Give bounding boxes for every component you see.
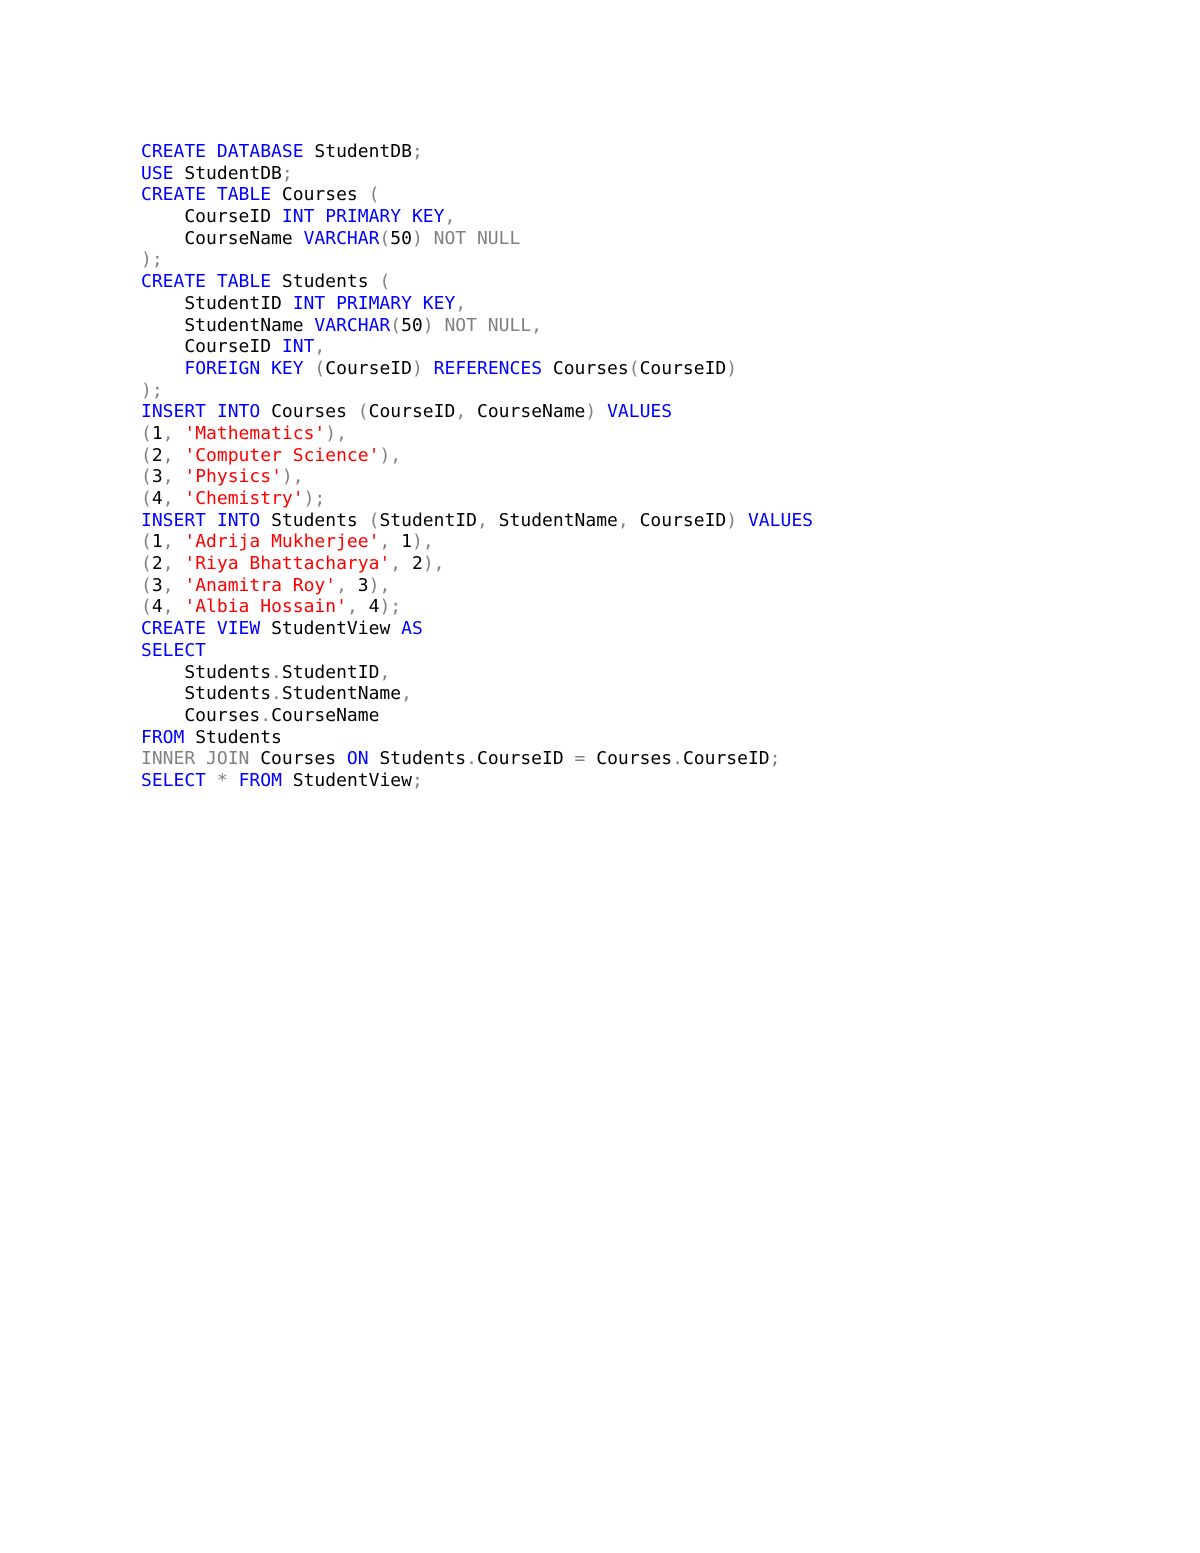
sql-operator: ; — [769, 748, 781, 770]
sql-text: CourseID — [639, 357, 727, 379]
sql-text: 3 — [151, 466, 163, 488]
sql-text — [206, 184, 217, 205]
sql-text — [325, 293, 336, 314]
sql-text: StudentName — [487, 509, 618, 531]
sql-text: Courses — [260, 401, 358, 423]
sql-operator: , — [162, 553, 174, 575]
sql-text: 2 — [151, 553, 163, 575]
sql-operator: , — [314, 336, 326, 358]
sql-keyword: CREATE — [141, 271, 207, 293]
sql-keyword: SELECT — [141, 769, 207, 791]
sql-keyword: KEY — [422, 292, 456, 314]
code-line — [141, 228, 813, 250]
sql-text: Courses — [585, 748, 673, 770]
sql-text — [401, 206, 412, 227]
sql-keyword: VIEW — [216, 618, 261, 640]
code-line — [141, 770, 813, 792]
sql-keyword: INSERT — [141, 401, 207, 423]
sql-keyword: INTO — [216, 509, 261, 531]
sql-operator: , — [379, 661, 391, 683]
sql-keyword: SELECT — [141, 639, 207, 661]
sql-operator: , — [162, 574, 174, 596]
sql-text — [596, 401, 607, 422]
sql-text: StudentName — [141, 314, 315, 336]
sql-operator: ) NOT NULL — [411, 227, 521, 249]
sql-text: 1 — [151, 531, 163, 553]
sql-operator: , — [401, 683, 412, 705]
sql-operator: ) — [726, 357, 738, 379]
sql-operator: ; — [411, 141, 423, 162]
sql-text: Students — [141, 683, 272, 705]
code-line — [141, 315, 813, 337]
sql-keyword: KEY — [411, 206, 445, 228]
sql-operator: ( — [368, 509, 380, 531]
sql-text — [174, 596, 185, 617]
sql-operator: , — [390, 553, 402, 575]
sql-operator: . — [271, 661, 282, 683]
sql-operator: ( — [368, 184, 380, 206]
sql-text: StudentName — [281, 683, 402, 705]
sql-operator: ( — [379, 227, 391, 249]
sql-operator: , — [162, 422, 174, 444]
sql-code-block — [141, 141, 813, 792]
code-line — [141, 358, 813, 380]
sql-operator: ), — [281, 466, 304, 488]
sql-text — [206, 271, 217, 292]
sql-keyword: VALUES — [607, 401, 673, 423]
sql-operator: ( — [141, 596, 152, 618]
sql-operator: ), — [325, 422, 347, 444]
sql-text: Students — [184, 726, 282, 748]
sql-string-literal: 'Riya Bhattacharya' — [184, 553, 391, 575]
sql-operator: ( — [141, 444, 152, 466]
sql-text — [412, 293, 423, 314]
sql-text: Courses — [271, 184, 369, 206]
sql-text: Courses — [141, 704, 261, 726]
sql-text: 50 — [390, 227, 412, 249]
code-line — [141, 575, 813, 597]
sql-operator: . — [260, 704, 272, 726]
sql-keyword: VARCHAR — [303, 227, 380, 249]
sql-operator: ( — [141, 466, 152, 488]
sql-operator: ); — [303, 488, 326, 509]
code-line — [141, 596, 813, 618]
sql-operator: , — [444, 206, 456, 228]
sql-string-literal: 'Physics' — [184, 466, 282, 488]
sql-operator: , — [379, 531, 391, 553]
sql-operator: ) — [411, 357, 423, 379]
sql-keyword: INSERT — [141, 509, 207, 531]
sql-keyword: CREATE — [141, 141, 207, 162]
sql-text: Students — [141, 661, 272, 683]
sql-text: CourseName — [271, 704, 380, 726]
sql-operator: ( — [390, 314, 402, 336]
sql-text: StudentID — [281, 661, 380, 683]
sql-keyword: TABLE — [216, 184, 272, 206]
sql-operator: ), — [368, 574, 391, 596]
sql-string-literal: 'Mathematics' — [184, 422, 326, 444]
sql-operator: ( — [141, 553, 152, 575]
code-line — [141, 380, 813, 402]
code-line — [141, 206, 813, 228]
code-line — [141, 466, 813, 488]
sql-operator: ) — [585, 401, 597, 423]
sql-text — [174, 531, 185, 552]
sql-text — [314, 206, 325, 227]
sql-operator: ); — [141, 379, 163, 401]
code-line — [141, 640, 813, 662]
sql-operator: , — [477, 509, 488, 531]
code-line — [141, 163, 813, 185]
sql-text: StudentID — [379, 509, 477, 531]
sql-operator: , — [162, 444, 174, 466]
sql-text: Students — [271, 271, 380, 293]
sql-operator: ) NOT NULL, — [422, 314, 542, 336]
sql-text — [304, 358, 315, 379]
sql-operator: , — [162, 596, 174, 618]
sql-keyword: FROM — [238, 769, 282, 791]
code-line — [141, 445, 813, 467]
sql-operator: . — [672, 748, 683, 770]
sql-text — [206, 770, 217, 791]
sql-text: StudentID — [141, 292, 293, 314]
sql-text: 4 — [151, 596, 163, 618]
sql-keyword: INT — [281, 336, 315, 358]
code-line — [141, 618, 813, 640]
sql-text: Students — [368, 748, 467, 770]
sql-keyword: REFERENCES — [433, 357, 543, 379]
sql-text — [206, 618, 217, 639]
sql-text: CourseID — [628, 509, 727, 531]
sql-text — [174, 488, 185, 509]
sql-text: 1 — [390, 531, 412, 553]
sql-text: StudentView — [260, 618, 402, 640]
sql-text: Courses — [542, 357, 629, 379]
sql-text: CourseID — [141, 336, 282, 358]
code-line — [141, 401, 813, 423]
sql-text — [174, 423, 185, 444]
sql-text — [174, 553, 185, 574]
code-line — [141, 683, 813, 705]
sql-operator: , — [346, 596, 358, 618]
sql-keyword: VARCHAR — [314, 314, 391, 336]
sql-operator: ) — [726, 509, 738, 531]
sql-operator: ( — [357, 401, 369, 423]
sql-text — [141, 358, 184, 379]
sql-operator: ( — [628, 357, 640, 379]
sql-operator: ; — [281, 162, 293, 184]
sql-text: 50 — [401, 314, 423, 336]
sql-operator: * — [216, 769, 228, 791]
sql-text: CourseID — [682, 748, 770, 770]
sql-operator: , — [455, 292, 467, 314]
sql-operator: . — [466, 748, 477, 770]
sql-text: Courses — [249, 748, 347, 770]
sql-keyword: CREATE — [141, 618, 207, 640]
sql-text — [174, 575, 185, 596]
code-line — [141, 271, 813, 293]
sql-text: CourseID — [141, 206, 282, 228]
code-line — [141, 662, 813, 684]
sql-text — [737, 510, 748, 531]
sql-text — [423, 358, 434, 379]
sql-keyword: PRIMARY — [336, 292, 412, 314]
sql-operator: ( — [141, 531, 152, 553]
sql-text: Students — [260, 509, 369, 531]
sql-text: StudentDB — [303, 141, 412, 162]
sql-operator: , — [162, 488, 174, 509]
sql-text: CourseName — [141, 227, 304, 249]
sql-text: StudentDB — [173, 162, 282, 184]
sql-operator: , — [455, 401, 467, 423]
sql-text: CourseID — [368, 401, 456, 423]
sql-operator: ), — [411, 531, 434, 553]
code-line — [141, 293, 813, 315]
sql-text — [206, 401, 217, 422]
sql-text — [174, 466, 185, 487]
sql-keyword: KEY — [271, 357, 304, 379]
sql-text — [260, 358, 271, 379]
code-line — [141, 423, 813, 445]
sql-keyword: INT — [281, 206, 315, 228]
sql-text: CourseID — [477, 748, 575, 770]
code-line — [141, 488, 813, 510]
sql-text — [174, 445, 185, 466]
sql-text — [206, 141, 217, 162]
code-line — [141, 336, 813, 358]
code-line — [141, 531, 813, 553]
sql-keyword: ON — [346, 748, 369, 770]
sql-text: 2 — [151, 444, 163, 466]
sql-string-literal: 'Albia Hossain' — [184, 596, 347, 618]
sql-text: 4 — [357, 596, 380, 618]
sql-string-literal: 'Computer Science' — [184, 444, 380, 466]
sql-operator: , — [162, 531, 174, 553]
sql-string-literal: 'Anamitra Roy' — [184, 574, 337, 596]
sql-operator: ( — [314, 357, 326, 379]
sql-keyword: AS — [401, 618, 423, 640]
sql-operator: ), — [422, 553, 445, 575]
sql-operator: ); — [141, 249, 163, 271]
sql-text: 2 — [401, 553, 423, 575]
sql-text: 4 — [151, 488, 163, 509]
sql-operator: INNER JOIN — [141, 748, 250, 770]
code-line — [141, 748, 813, 770]
sql-keyword: USE — [141, 162, 174, 184]
sql-text: 1 — [151, 422, 163, 444]
sql-string-literal: 'Adrija Mukherjee' — [184, 531, 380, 553]
sql-keyword: VALUES — [747, 509, 813, 531]
code-line — [141, 141, 813, 163]
sql-operator: . — [271, 683, 282, 705]
sql-operator: ), — [379, 444, 402, 466]
sql-operator: , — [617, 509, 629, 531]
sql-string-literal: 'Chemistry' — [184, 488, 304, 509]
sql-keyword: FROM — [141, 726, 185, 748]
sql-keyword: CREATE — [141, 184, 207, 206]
code-line — [141, 727, 813, 749]
sql-operator: ( — [379, 271, 391, 293]
code-line — [141, 184, 813, 206]
sql-operator: , — [162, 466, 174, 488]
sql-keyword: INTO — [216, 401, 261, 423]
sql-keyword: PRIMARY — [325, 206, 402, 228]
sql-operator: ( — [141, 488, 152, 509]
sql-text: CourseID — [325, 357, 412, 379]
sql-text — [228, 770, 239, 791]
sql-text: 3 — [151, 574, 163, 596]
sql-operator: ; — [411, 769, 423, 791]
code-line — [141, 510, 813, 532]
code-line — [141, 249, 813, 271]
sql-keyword: FOREIGN — [184, 357, 261, 379]
sql-operator: , — [336, 574, 347, 596]
code-line — [141, 705, 813, 727]
code-line — [141, 553, 813, 575]
sql-text: 3 — [346, 574, 369, 596]
sql-text — [206, 510, 217, 531]
sql-text: CourseName — [466, 401, 586, 423]
sql-text: StudentView — [281, 769, 412, 791]
sql-operator: ); — [379, 596, 402, 618]
sql-operator: = — [574, 748, 586, 770]
sql-keyword: INT — [292, 292, 326, 314]
sql-operator: ( — [141, 574, 152, 596]
sql-keyword: TABLE — [216, 271, 272, 293]
sql-operator: ( — [141, 422, 152, 444]
sql-keyword: DATABASE — [216, 141, 304, 162]
